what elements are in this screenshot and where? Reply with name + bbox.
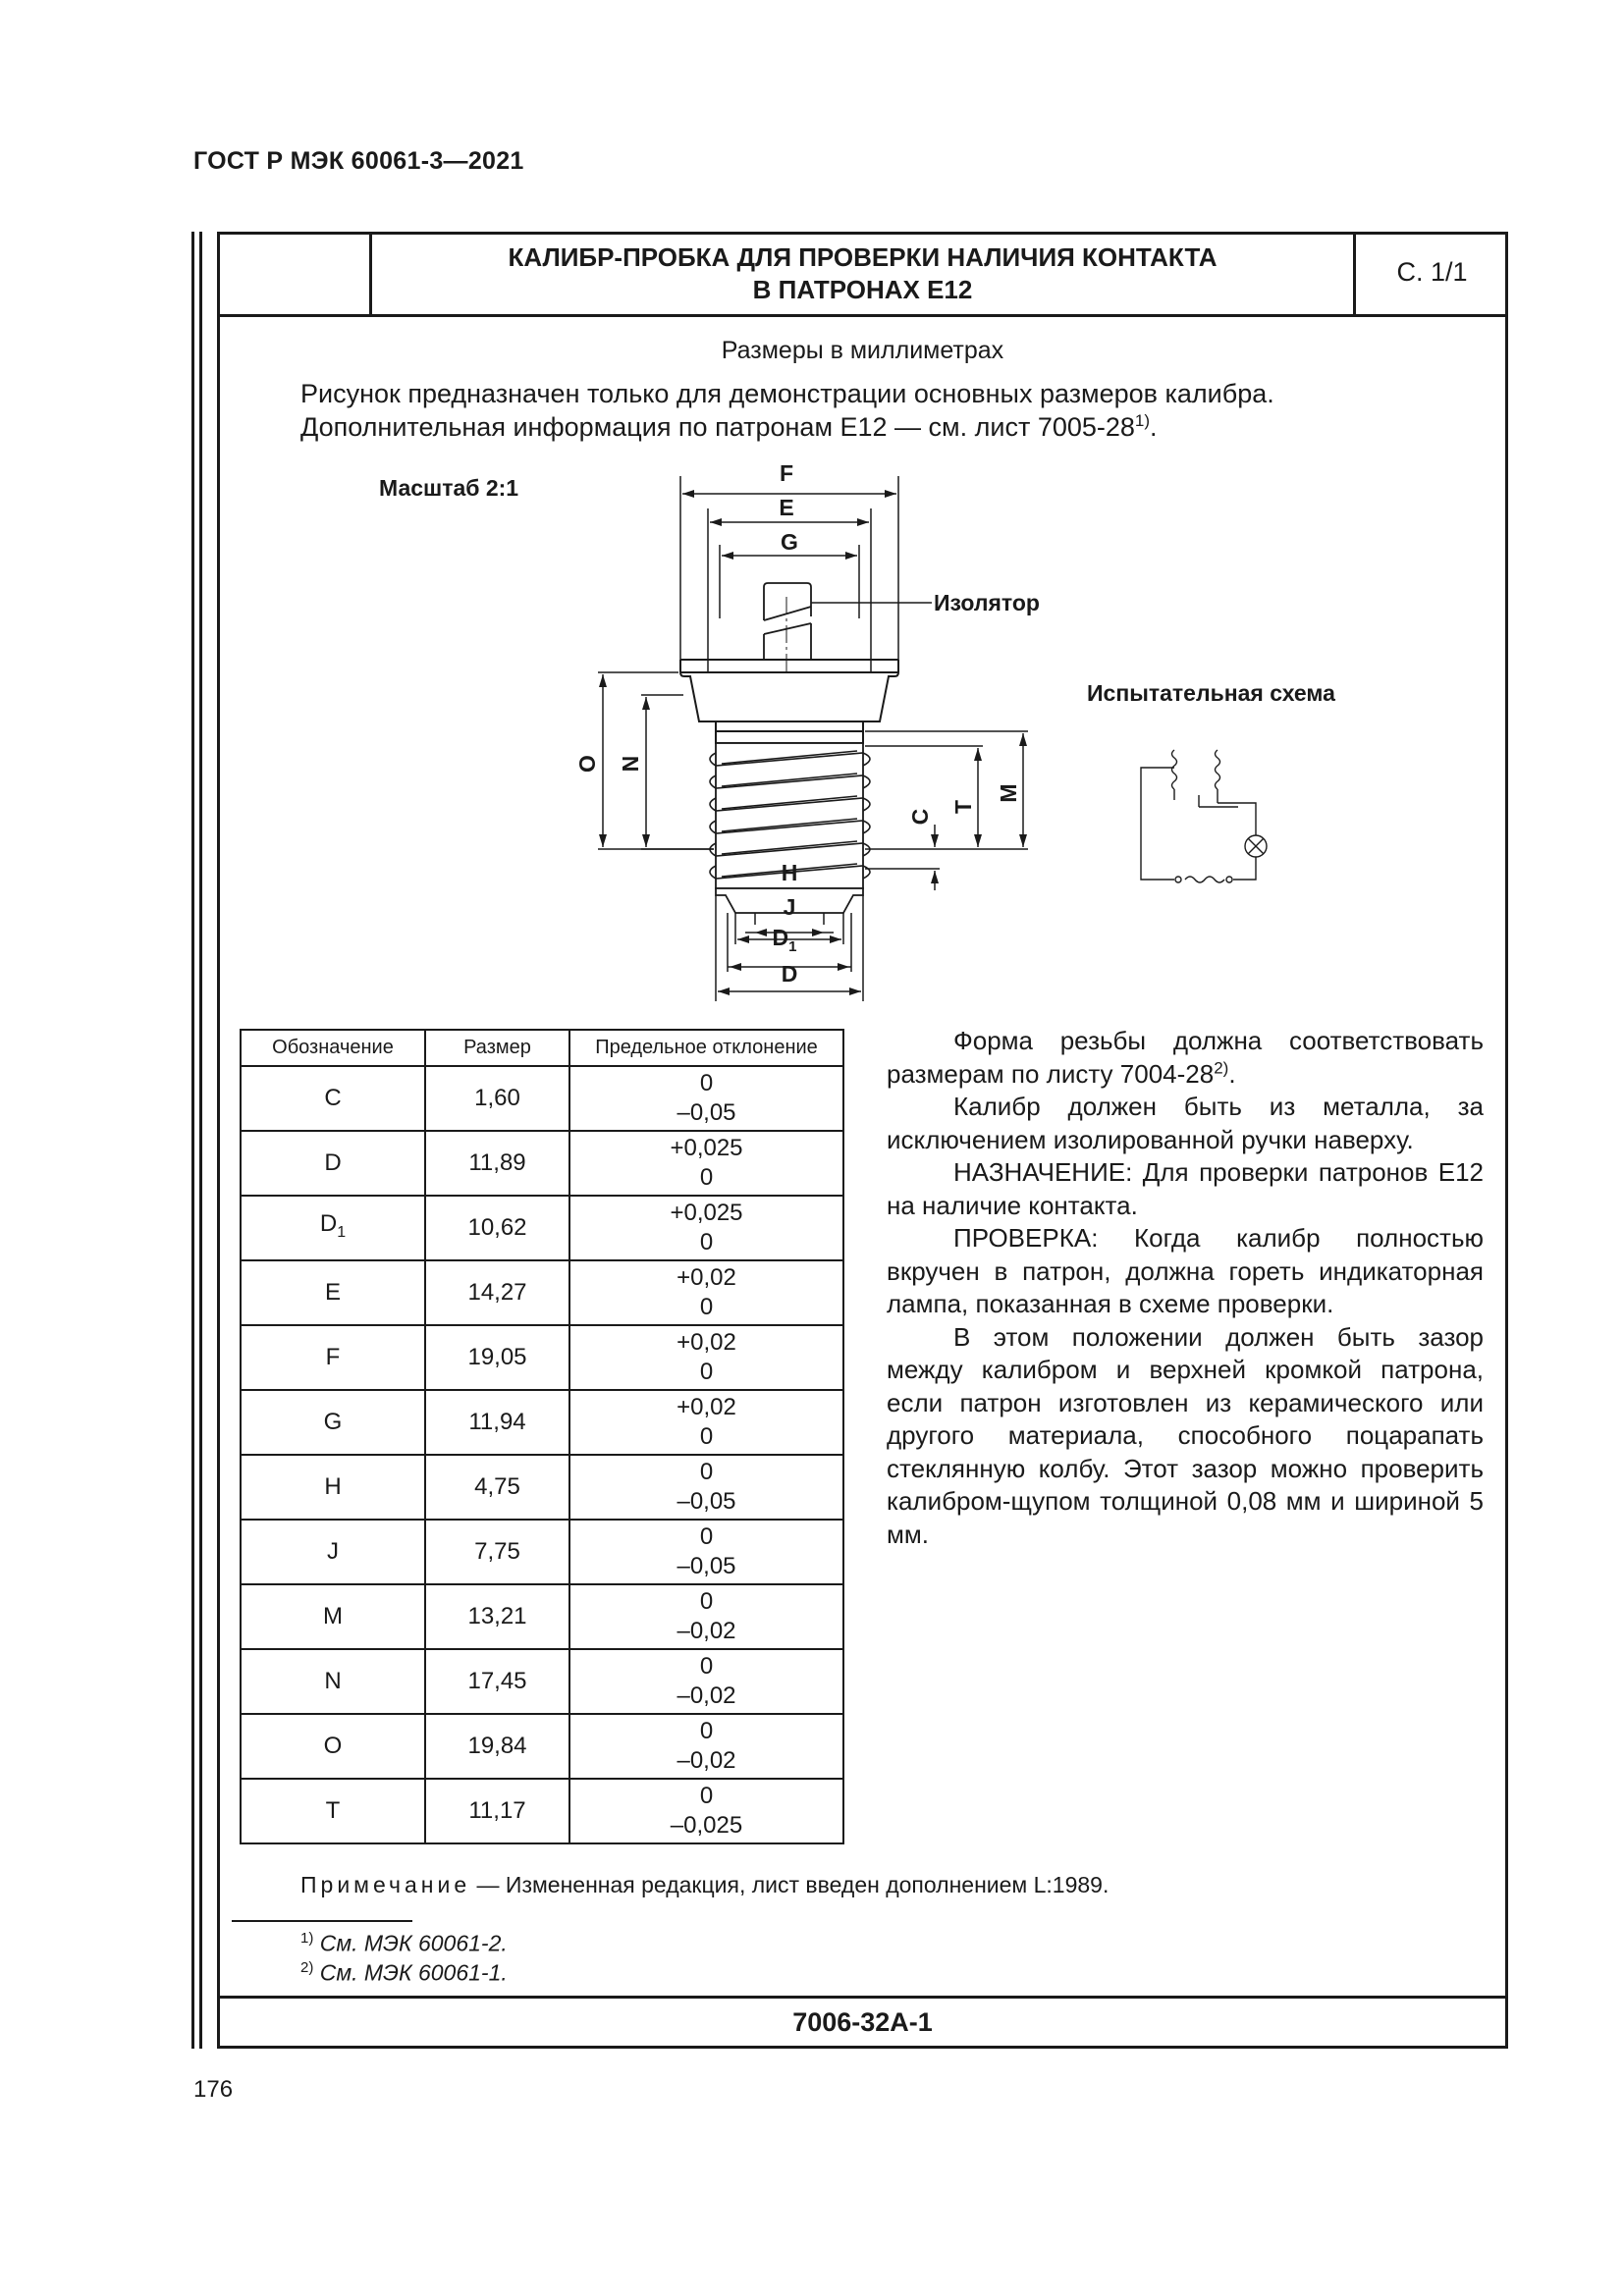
dim-label-d: D bbox=[781, 961, 798, 987]
cell-symbol bbox=[241, 1520, 425, 1584]
tolerance-upper: 0 bbox=[699, 1070, 714, 1096]
tolerance-lower: 0 bbox=[699, 1164, 714, 1191]
symbol-text: H bbox=[324, 1473, 342, 1500]
units-note: Размеры в миллиметрах bbox=[721, 337, 1004, 364]
sheet-title bbox=[372, 241, 1353, 306]
symbol-text: E bbox=[324, 1279, 341, 1306]
cell-tolerance bbox=[569, 1196, 843, 1260]
binding-line bbox=[191, 232, 194, 2049]
insulator-label: Изолятор bbox=[934, 590, 1040, 615]
dim-label-h: H bbox=[781, 860, 798, 885]
cell-symbol bbox=[241, 1260, 425, 1325]
paragraph-check: ПРОВЕРКА: Когда калибр полностью вкручен в патрон, должна гореть индикаторная лампа, показанная в схеме проверки. bbox=[887, 1223, 1484, 1318]
dim-label-t: T bbox=[950, 799, 976, 815]
tolerance-upper: 0 bbox=[699, 1588, 714, 1615]
cell-tolerance bbox=[569, 1649, 843, 1714]
symbol-subscript: 1 bbox=[337, 1223, 347, 1241]
note-text: — Измененная редакция, лист введен дополнением L:1989. bbox=[470, 1872, 1110, 1897]
dim-label-n: N bbox=[618, 755, 643, 773]
table-row bbox=[241, 1325, 843, 1390]
symbol-text: D bbox=[319, 1209, 338, 1237]
tolerance-upper: +0,02 bbox=[677, 1394, 736, 1420]
footnote-mark: 2) bbox=[300, 1959, 314, 1976]
tolerance-lower: –0,05 bbox=[677, 1099, 736, 1126]
paragraph-thread-end: . bbox=[1228, 1058, 1236, 1089]
cell-size: 17,45 bbox=[425, 1649, 569, 1714]
dim-label-c: C bbox=[907, 808, 933, 826]
cell-tolerance bbox=[569, 1260, 843, 1325]
symbol-text: G bbox=[323, 1409, 343, 1435]
cell-size: 11,89 bbox=[425, 1131, 569, 1196]
cell-tolerance bbox=[569, 1779, 843, 1843]
col-header-size: Размер bbox=[425, 1030, 569, 1066]
dimensions-table bbox=[240, 1029, 844, 1844]
footnote-text: См. МЭК 60061-1. bbox=[319, 1959, 508, 1986]
sheet-code: 7006-32А-1 bbox=[792, 2007, 933, 2037]
cell-symbol bbox=[241, 1066, 425, 1131]
footnote-ref: 2) bbox=[1214, 1057, 1229, 1077]
dim-label-j: J bbox=[783, 894, 796, 920]
dim-label-d1 bbox=[773, 925, 797, 955]
cell-size: 13,21 bbox=[425, 1584, 569, 1649]
cell-size: 14,27 bbox=[425, 1260, 569, 1325]
header-divider bbox=[217, 314, 1508, 317]
sheet-number: С. 1/1 bbox=[1396, 257, 1468, 287]
cell-size: 7,75 bbox=[425, 1520, 569, 1584]
cell-tolerance bbox=[569, 1390, 843, 1455]
requirements-text bbox=[887, 1025, 1484, 1551]
cell-size: 19,84 bbox=[425, 1714, 569, 1779]
test-circuit bbox=[1141, 750, 1267, 882]
cell-tolerance bbox=[569, 1131, 843, 1196]
cell-tolerance bbox=[569, 1066, 843, 1131]
table-row bbox=[241, 1260, 843, 1325]
tolerance-lower: 0 bbox=[699, 1423, 714, 1450]
footnote-mark: 1) bbox=[300, 1930, 314, 1947]
document-code: ГОСТ Р МЭК 60061-3—2021 bbox=[193, 147, 524, 175]
table-row bbox=[241, 1520, 843, 1584]
cell-symbol bbox=[241, 1714, 425, 1779]
symbol-text: N bbox=[324, 1668, 342, 1694]
cell-symbol bbox=[241, 1584, 425, 1649]
cell-tolerance bbox=[569, 1325, 843, 1390]
paragraph-thread bbox=[887, 1025, 1484, 1091]
paragraph-thread-text: Форма резьбы должна соответствовать размерам по листу 7004-28 bbox=[887, 1026, 1484, 1089]
intro-text bbox=[300, 377, 1274, 444]
footnote-2 bbox=[300, 1959, 508, 1987]
cell-size: 1,60 bbox=[425, 1066, 569, 1131]
paragraph-material: Калибр должен быть из металла, за исключением изолированной ручки наверху. bbox=[887, 1092, 1484, 1154]
cell-tolerance bbox=[569, 1455, 843, 1520]
cell-size: 19,05 bbox=[425, 1325, 569, 1390]
symbol-text: T bbox=[325, 1797, 341, 1824]
footnote-ref: 1) bbox=[1134, 411, 1151, 430]
table-header-row bbox=[241, 1030, 843, 1066]
symbol-text: D bbox=[324, 1149, 342, 1176]
dim-label-f: F bbox=[779, 460, 794, 486]
circuit-label: Испытательная схема bbox=[1087, 680, 1335, 706]
paragraph-purpose: НАЗНАЧЕНИЕ: Для проверки патронов Е12 на наличие контакта. bbox=[887, 1157, 1484, 1220]
tolerance-lower: –0,05 bbox=[677, 1488, 736, 1515]
symbol-text: M bbox=[323, 1603, 343, 1629]
tolerance-lower: 0 bbox=[699, 1359, 714, 1385]
cell-size: 10,62 bbox=[425, 1196, 569, 1260]
tolerance-upper: 0 bbox=[699, 1718, 714, 1744]
binding-line bbox=[199, 232, 202, 2049]
scale-label: Масштаб 2:1 bbox=[379, 475, 519, 501]
dim-label-o: O bbox=[574, 755, 600, 773]
dim-label-d1-base: D bbox=[772, 925, 789, 950]
symbol-text: F bbox=[325, 1344, 341, 1370]
intro-line2-end: . bbox=[1150, 412, 1158, 442]
col-header-tolerance: Предельное отклонение bbox=[569, 1030, 843, 1066]
page-number: 176 bbox=[193, 2076, 234, 2103]
intro-line2-text: Дополнительная информация по патронам Е12 — см. лист 7005-28 bbox=[300, 412, 1135, 442]
dim-label-g: G bbox=[781, 529, 798, 555]
dim-label-e: E bbox=[779, 495, 794, 520]
footnote-1 bbox=[300, 1930, 508, 1957]
cell-tolerance bbox=[569, 1714, 843, 1779]
cell-tolerance bbox=[569, 1520, 843, 1584]
dim-label-m: M bbox=[996, 783, 1021, 803]
paragraph-clearance: В этом положении должен быть зазор между калибром и верхней кромкой патрона, если патрон изготовлен из керамического или другого материала, способного поцарапать стеклянную колбу. Этот зазор можно проверить калибром-щупом толщиной 0,08 мм и шириной 5 мм. bbox=[887, 1321, 1484, 1549]
footnote-text: См. МЭК 60061-2. bbox=[319, 1930, 508, 1956]
cell-symbol bbox=[241, 1196, 425, 1260]
tolerance-upper: 0 bbox=[699, 1459, 714, 1485]
cell-size: 11,17 bbox=[425, 1779, 569, 1843]
intro-line2 bbox=[300, 410, 1274, 444]
cell-size: 4,75 bbox=[425, 1455, 569, 1520]
dim-label-d1-sub: 1 bbox=[788, 938, 797, 955]
tolerance-upper: +0,02 bbox=[677, 1264, 736, 1291]
tolerance-upper: +0,02 bbox=[677, 1329, 736, 1356]
table-row bbox=[241, 1196, 843, 1260]
table-row bbox=[241, 1649, 843, 1714]
footer-divider bbox=[217, 1996, 1508, 1999]
cell-symbol bbox=[241, 1131, 425, 1196]
tolerance-upper: 0 bbox=[699, 1653, 714, 1680]
cell-tolerance bbox=[569, 1584, 843, 1649]
symbol-text: J bbox=[327, 1538, 339, 1565]
cell-symbol bbox=[241, 1325, 425, 1390]
col-header-symbol: Обозначение bbox=[241, 1030, 425, 1066]
tolerance-upper: 0 bbox=[699, 1783, 714, 1809]
tolerance-lower: –0,02 bbox=[677, 1747, 736, 1774]
table-row bbox=[241, 1390, 843, 1455]
symbol-text: O bbox=[323, 1733, 343, 1759]
cell-symbol bbox=[241, 1390, 425, 1455]
tolerance-upper: +0,025 bbox=[670, 1135, 743, 1161]
cell-symbol bbox=[241, 1779, 425, 1843]
table-row bbox=[241, 1131, 843, 1196]
table-row bbox=[241, 1455, 843, 1520]
tolerance-lower: –0,02 bbox=[677, 1682, 736, 1709]
sheet-title-line2: В ПАТРОНАХ Е12 bbox=[752, 275, 973, 304]
cell-symbol bbox=[241, 1455, 425, 1520]
cell-size: 11,94 bbox=[425, 1390, 569, 1455]
tolerance-lower: –0,02 bbox=[677, 1618, 736, 1644]
table-row bbox=[241, 1066, 843, 1131]
tolerance-upper: 0 bbox=[699, 1523, 714, 1550]
intro-line1: Рисунок предназначен только для демонстрации основных размеров калибра. bbox=[300, 379, 1274, 408]
footnote-divider bbox=[232, 1920, 412, 1922]
note bbox=[300, 1872, 1109, 1898]
sheet-title-line1: КАЛИБР-ПРОБКА ДЛЯ ПРОВЕРКИ НАЛИЧИЯ КОНТАКТА bbox=[508, 242, 1218, 272]
table-row bbox=[241, 1779, 843, 1843]
table-row bbox=[241, 1714, 843, 1779]
note-label: Примечание bbox=[300, 1872, 471, 1897]
tolerance-lower: –0,025 bbox=[670, 1812, 743, 1839]
cell-symbol bbox=[241, 1649, 425, 1714]
table-row bbox=[241, 1584, 843, 1649]
tolerance-lower: 0 bbox=[699, 1294, 714, 1320]
symbol-text: C bbox=[324, 1085, 342, 1111]
tolerance-lower: 0 bbox=[699, 1229, 714, 1255]
tolerance-upper: +0,025 bbox=[670, 1200, 743, 1226]
tolerance-lower: –0,05 bbox=[677, 1553, 736, 1579]
gauge-drawing bbox=[217, 452, 1508, 1001]
